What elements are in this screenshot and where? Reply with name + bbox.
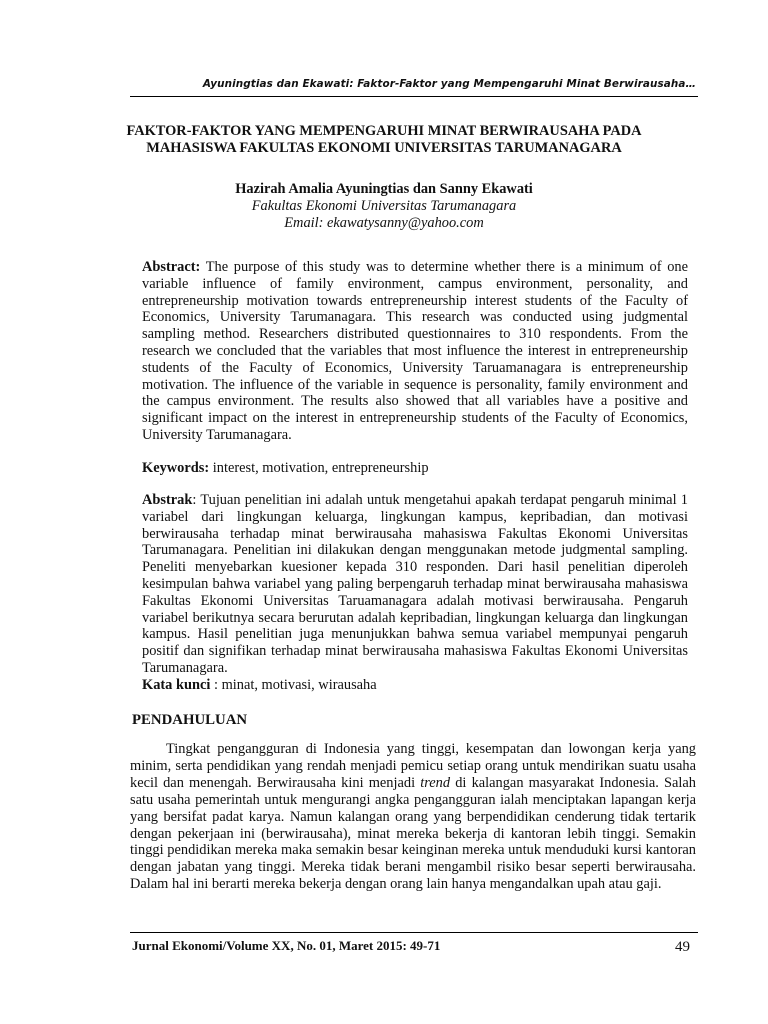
keywords-label: Keywords: — [142, 460, 210, 476]
section-heading: PENDAHULUAN — [132, 712, 248, 728]
page-number: 49 — [675, 939, 690, 955]
abstrak-paragraph — [142, 492, 688, 677]
abstrak-label: Abstrak — [142, 492, 193, 508]
kata-kunci-line — [142, 677, 688, 694]
kata-kunci-label: Kata kunci — [142, 676, 211, 693]
kata-kunci-text: : minat, motivasi, wirausaha — [210, 676, 377, 693]
body-text-italic: trend — [420, 774, 451, 791]
abstract-english — [142, 259, 688, 444]
keywords-english — [142, 460, 688, 477]
title-line-1: FAKTOR-FAKTOR YANG MEMPENGARUHI MINAT BERWIRAUSAHA PADA — [126, 123, 642, 139]
running-head: Ayuningtias dan Ekawati: Faktor-Faktor yang Mempengaruhi Minat Berwirausaha… — [202, 78, 696, 90]
author-affiliation-block — [100, 198, 668, 232]
author-email: Email: ekawatysanny@yahoo.com — [284, 215, 484, 231]
footer-rule — [130, 932, 698, 933]
abstract-text: The purpose of this study was to determine whether there is a minimum of one variable influence of family environment, campus environment, personality, and entrepreneurship motivation towards entrepreneurship interest students of the Faculty of Economics, University Tarumanagara. This research was conducted using judgmental sampling method. Researchers distributed questionnaires to 310 respondents. From the research we concluded that the variables that most influence the interest in entrepreneurship students of the Faculty of Economics, University Taruamanagara is entrepreneurship motivation. The influence of the variable in sequence is personality, family environment and the campus environment. The results also showed that all variables have a positive and significant impact on the interest in entrepreneurship students of the Faculty of Economics, University Tarumanagara. — [142, 259, 688, 443]
paper-authors: Hazirah Amalia Ayuningtias dan Sanny Ekawati — [235, 181, 533, 197]
footer-journal-citation: Jurnal Ekonomi/Volume XX, No. 01, Maret 2015: 49-71 — [132, 938, 441, 953]
body-paragraph — [130, 741, 696, 893]
body-text-part1: Tingkat pengangguran di Indonesia yang tinggi, kesempatan dan lowongan kerja yang minim, serta pendidikan yang rendah menjadi pemicu setiap orang untuk mendirikan suatu usaha kecil dan menengah. Berwirausaha kini menjadi — [130, 741, 696, 791]
paper-title — [100, 123, 668, 157]
keywords-text: interest, motivation, entrepreneurship — [209, 460, 429, 476]
abstract-indonesian — [142, 492, 688, 694]
body-text-part2: di kalangan masyarakat Indonesia. Salah satu usaha pemerintah untuk mengurangi angka pengangguran ialah menciptakan lapangan kerja yang bersifat padat karya. Namun kalangan orang yang berpendidikan cenderung tidak tertarik dengan pekerjaan ini (berwirausaha), minat mereka bekerja di kantoran lebih tinggi. Semakin tinggi pendidikan mereka maka semakin besar keinginan mereka untuk menduduki kursi kantoran dengan jabatan yang tinggi. Mereka tidak berani mengambil risiko besar seperti berwirausaha. Dalam hal ini berarti mereka bekerja dengan orang lain hanya mengandalkan upah atau gaji. — [130, 774, 696, 893]
title-line-2: MAHASISWA FAKULTAS EKONOMI UNIVERSITAS TARUMANAGARA — [146, 140, 622, 156]
abstract-label: Abstract: — [142, 259, 201, 275]
author-affiliation: Fakultas Ekonomi Universitas Tarumanagara — [251, 198, 517, 214]
abstrak-text: : Tujuan penelitian ini adalah untuk mengetahui apakah terdapat pengaruh minimal 1 variabel dari lingkungan keluarga, lingkungan kampus, kepribadian, dan motivasi berwirausaha terhadap minat berwirausaha mahasiswa Fakultas Ekonomi Universitas Tarumanagara. Penelitian ini dilakukan dengan menggunakan metode judgmental sampling. Peneliti menyebarkan kuesioner kepada 310 responden. Dari hasil penelitian diperoleh kesimpulan bahwa variabel yang paling berpengaruh terhadap minat berwirausaha mahasiswa Fakultas Ekonomi Universitas Taruamanagara adalah motivasi berwirausaha. Pengaruh variabel berikutnya secara berurutan adalah kepribadian, lingkungan keluarga dan lingkungan kampus. Hasil penelitian juga menunjukkan bahwa semua variabel mempunyai pengaruh positif dan signifikan terhadap minat berwirausaha mahasiswa Fakultas Ekonomi Universitas Tarumanagara. — [142, 492, 688, 676]
header-rule — [130, 96, 698, 97]
